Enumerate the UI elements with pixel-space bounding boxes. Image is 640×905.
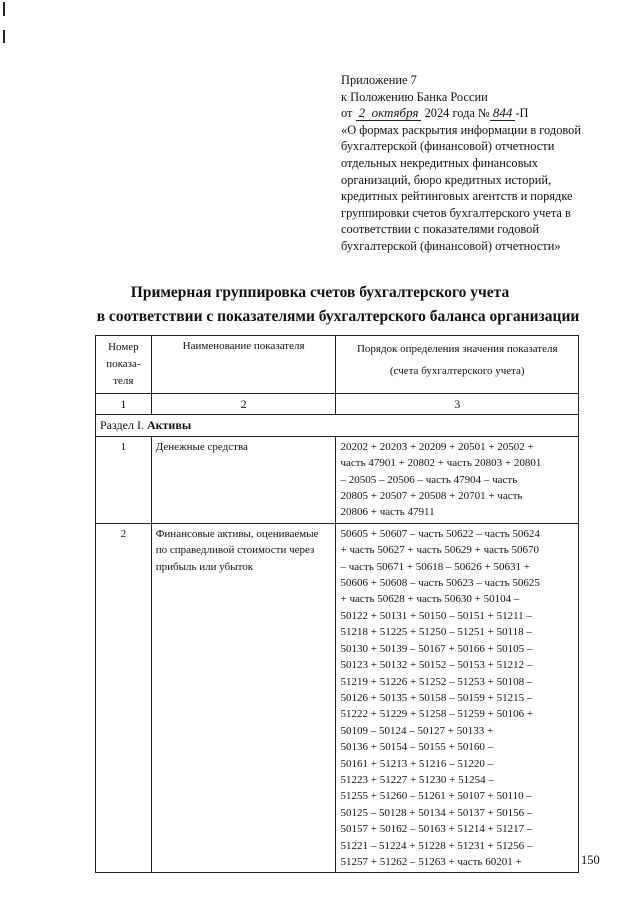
section-row — [96, 415, 579, 436]
page-number: 150 — [581, 853, 600, 867]
appendix-title-line: «О формах раскрытия информации в годовой — [341, 122, 581, 137]
table-row — [96, 436, 579, 523]
appendix-title-line: организаций, бюро кредитных историй, — [341, 172, 552, 187]
appendix-title-line: отдельных некредитных финансовых — [341, 155, 538, 170]
indicator-number: 2 — [96, 523, 152, 873]
column-number: 2 — [151, 394, 336, 415]
indicator-formula: 20202 + 20203 + 20209 + 20501 + 20502 + часть 47901 + 20802 + часть 20803 + 20801 – 20505 – 20506 – часть 47904 – часть 20805 + 20507 + 20508 + 20701 + часть 20806 + часть 47911 — [336, 436, 579, 523]
document-title: Примерная группировка счетов бухгалтерского учета — [130, 284, 510, 301]
handwritten-date: 2 октября — [356, 105, 422, 121]
handwritten-order-number: 844 — [490, 105, 516, 121]
appendix-number: Приложение 7 — [341, 73, 417, 87]
appendix-title-line: бухгалтерской (финансовой) отчетности — [341, 139, 555, 154]
accounts-table — [95, 335, 579, 873]
table-header-row — [96, 336, 579, 394]
column-number: 1 — [96, 394, 152, 415]
appendix-header — [341, 72, 631, 255]
appendix-date-line: от 2 октября 2024 года № 844 -П — [341, 105, 529, 121]
section-title: Раздел I. Активы — [96, 415, 579, 436]
document-subtitle: в соответствии с показателями бухгалтерского баланса организации — [96, 308, 580, 325]
column-numbers-row — [96, 394, 579, 415]
table-row — [96, 523, 579, 873]
header-indicator-number: Номер показа- теля — [96, 336, 152, 394]
appendix-title-line: группировки счетов бухгалтерского учета в — [341, 205, 571, 220]
column-number: 3 — [336, 394, 579, 415]
appendix-title-line: бухгалтерской (финансовой) отчетности» — [341, 238, 561, 253]
indicator-name: Финансовые активы, оцениваемые по справедливой стоимости через прибыль или убыток — [151, 523, 336, 873]
indicator-number: 1 — [96, 436, 152, 523]
header-indicator-name: Наименование показателя — [151, 336, 336, 394]
appendix-reference: к Положению Банка России — [341, 89, 488, 104]
header-calculation-order: Порядок определения значения показателя (счета бухгалтерского учета) — [336, 336, 579, 394]
indicator-formula: 50605 + 50607 – часть 50622 – часть 50624 + часть 50627 + часть 50629 + часть 50670 – часть 50671 + 50618 – 50626 + 50631 + 50606 + 50608 – часть 50623 – часть 50625 + часть 50628 + часть 50630 + 50104 – 50122 + 50131 + 50150 – 50151 + 51211 – 51218 + 51225 + 51250 – 51251 + 50118 – 50130 + 50139 – 50167 + 50166 + 50105 – 50123 + 50132 + 50152 – 50153 + 51212 – 51219 + 51226 + 51252 – 51253 + 50108 – 50126 + 50135 + 50158 – 50159 + 51215 – 51222 + 51229 + 51258 – 51259 + 50106 + 50109 – 50124 – 50127 + 50133 + 50136 + 50154 – 50155 + 50160 – 50161 + 51213 + 51216 – 51220 – 51223 + 51227 + 51230 + 51254 – 51255 + 51260 – 51261 + 50107 + 50110 – 50125 – 50128 + 50134 + 50137 + 50156 – 50157 + 50162 – 50163 + 51214 + 51217 – 51221 – 51224 + 51228 + 51231 + 51256 – 51257 + 51262 – 51263 + часть 60201 + — [336, 523, 579, 873]
appendix-title-line: соответствии с показателями годовой — [341, 222, 540, 237]
scan-edge-mark — [3, 2, 5, 16]
indicator-name: Денежные средства — [151, 436, 336, 523]
scan-edge-mark — [3, 30, 5, 43]
appendix-title-line: кредитных рейтинговых агентств и порядке — [341, 189, 573, 204]
